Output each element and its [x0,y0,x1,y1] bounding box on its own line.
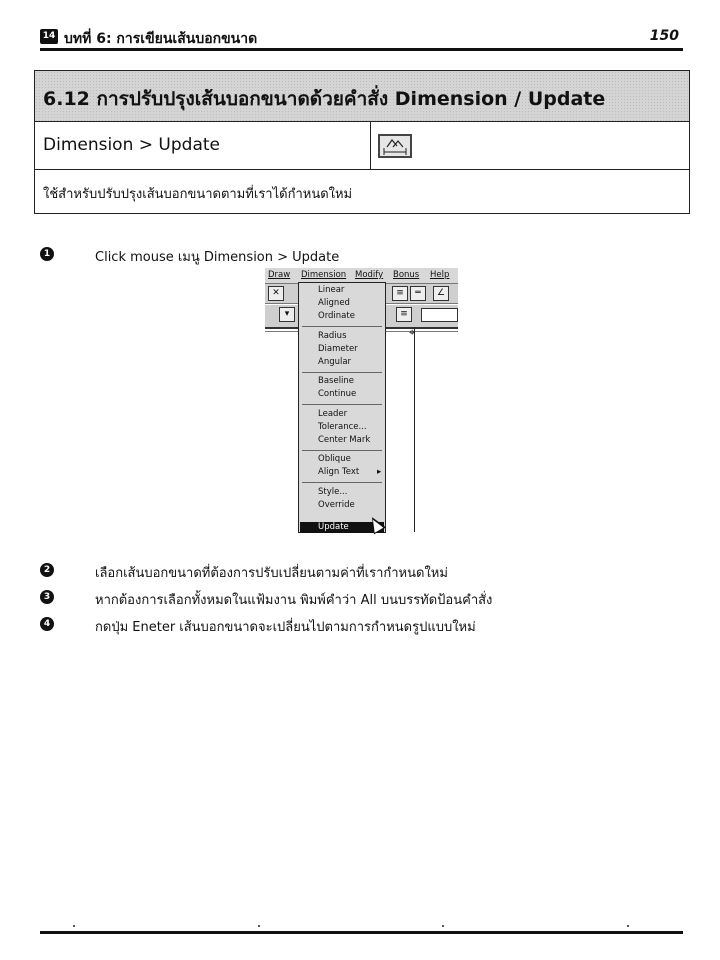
menu-item-ordinate[interactable]: Ordinate [318,311,355,321]
section-title-row [35,71,689,122]
menu-draw[interactable]: Draw [268,270,291,280]
menu-item-angular[interactable]: Angular [318,357,352,367]
drawing-line [414,327,415,532]
step-text: หากต้องการเลือกทั้งหมดในแฟ้มงาน พิมพ์คำว่า All บนบรรทัดป้อนคำสั่ง [95,593,493,608]
command-divider [370,121,371,169]
section-title: 6.12 การปรับปรุงเส้นบอกขนาดด้วยคำสั่ง Dimension / Update [43,88,606,110]
menu-item-baseline[interactable]: Baseline [318,376,355,386]
menu-separator [302,326,382,327]
menu-item-center-mark[interactable]: Center Mark [318,435,371,445]
menu-item-align-text[interactable]: Align Text [318,467,360,477]
submenu-arrow-icon: ▸ [377,467,382,477]
step-number: 4 [40,617,54,631]
menu-item-style[interactable]: Style... [318,487,348,497]
menu-help[interactable]: Help [430,270,450,280]
section-description: ใช้สำหรับปรับปรุงเส้นบอกขนาดตามที่เราได้กำหนดใหม่ [43,187,353,202]
toolbar-tool-icon[interactable]: ≡ [392,286,408,301]
step-number: 3 [40,590,54,604]
section-box [34,70,690,214]
header-rule [40,48,683,51]
step-text: กดปุ่ม Eneter เส้นบอกขนาดจะเปลี่ยนไปตามการกำหนดรูปแบบใหม่ [95,620,476,635]
step-number: 1 [40,247,54,261]
crosshair-icon: ⌖ [409,326,416,339]
menu-item-leader[interactable]: Leader [318,409,348,419]
toolbar-tool-icon[interactable]: ≡ [396,307,412,322]
menu-modify[interactable]: Modify [355,270,384,280]
menu-separator [302,372,382,373]
command-path: Dimension > Update [43,135,220,155]
menu-item-update[interactable]: Update [318,522,349,532]
scan-dot [442,925,444,927]
menu-item-diameter[interactable]: Diameter [318,344,358,354]
menu-separator [302,404,382,405]
scan-dot [627,925,629,927]
step-text: Click mouse เมนู Dimension > Update [95,250,340,265]
toolbar-tool-icon[interactable]: ═ [410,286,426,301]
menu-item-aligned[interactable]: Aligned [318,298,350,308]
description-row [35,169,689,213]
menu-dimension[interactable]: Dimension [301,270,347,280]
chapter-title: บทที่ 6: การเขียนเส้นบอกขนาด [64,31,258,47]
menu-item-continue[interactable]: Continue [318,389,357,399]
chapter-icon: 14 [40,29,58,44]
command-row [35,121,689,170]
menu-separator [302,482,382,483]
page-number: 150 [649,28,679,44]
dimension-update-icon [378,134,412,158]
menu-separator [302,450,382,451]
menu-item-override[interactable]: Override [318,500,355,510]
menu-bonus[interactable]: Bonus [393,270,420,280]
menu-item-radius[interactable]: Radius [318,331,347,341]
scan-dot [73,925,75,927]
page-header [40,26,683,50]
toolbar-field[interactable] [421,308,458,322]
footer-rule [40,931,683,934]
step-number: 2 [40,563,54,577]
dropdown-arrow-icon[interactable]: ▾ [279,307,295,322]
toolbar-tool-icon[interactable]: ∠ [433,286,449,301]
menu-item-tolerance[interactable]: Tolerance... [318,422,367,432]
dimension-dropdown-menu [298,282,386,533]
scan-dot [258,925,260,927]
menu-item-oblique[interactable]: Oblique [318,454,351,464]
step-text: เลือกเส้นบอกขนาดที่ต้องการปรับเปลี่ยนตามค่าที่เรากำหนดใหม่ [95,566,448,581]
autocad-menu-screenshot [265,268,458,533]
toolbar-tool-icon[interactable]: ✕ [268,286,284,301]
menu-item-linear[interactable]: Linear [318,285,345,295]
